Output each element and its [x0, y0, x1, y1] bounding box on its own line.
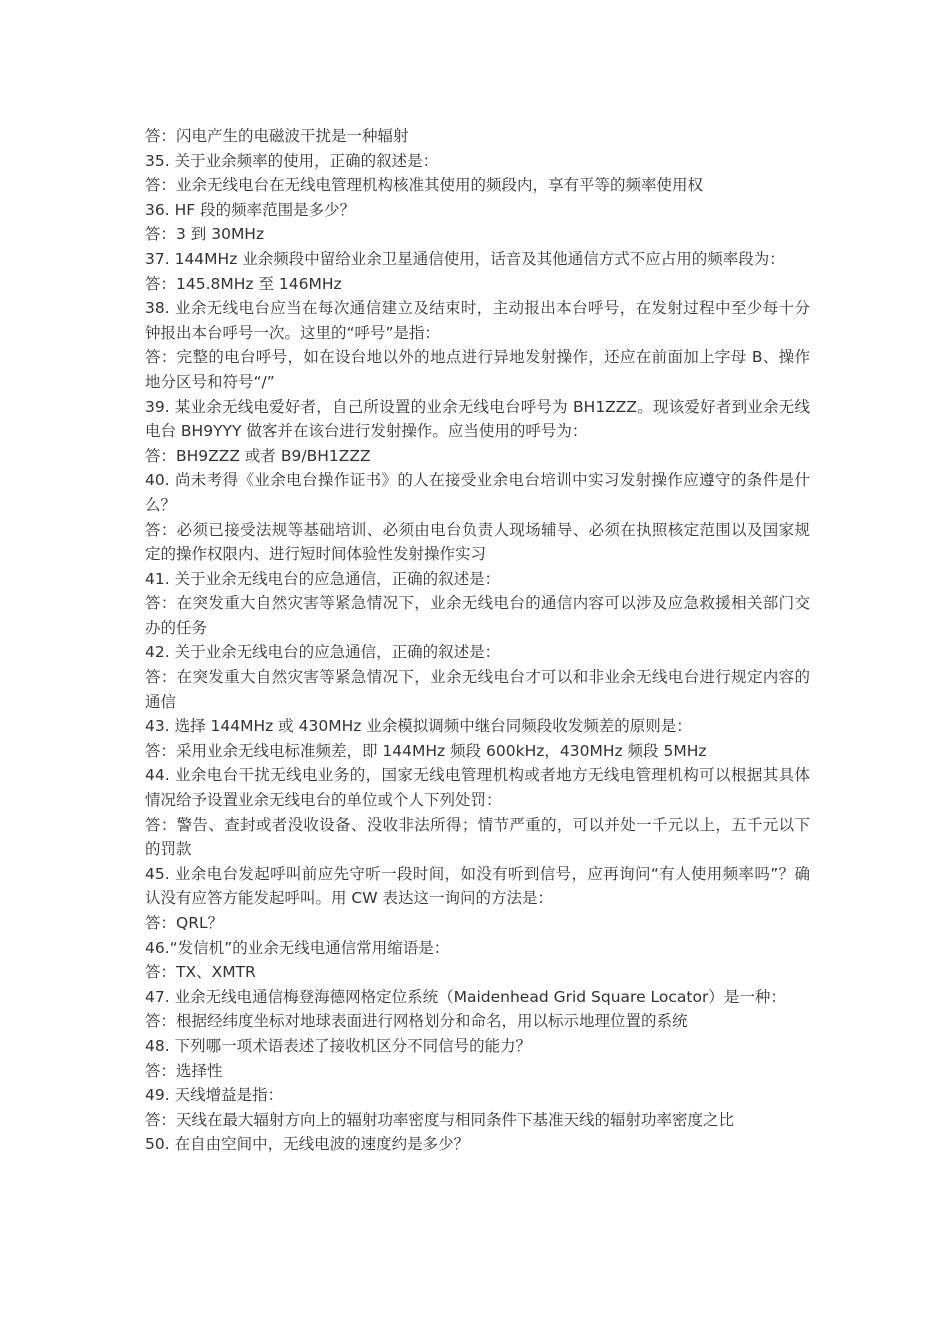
question-line: 39. 某业余无线电爱好者，自己所设置的业余无线电台呼号为 BH1ZZZ。现该爱好者到业余无线电台 BH9YYY 做客并在该台进行发射操作。应当使用的呼号为：: [145, 397, 810, 441]
question-line: 50. 在自由空间中，无线电波的速度约是多少？: [145, 1135, 470, 1154]
question-line: 44. 业余电台干扰无线电业务的，国家无线电管理机构或者地方无线电管理机构可以根据其具体情况给予设置业余无线电台的单位或个人下列处罚：: [145, 766, 810, 810]
answer-line: 答：选择性: [145, 1061, 223, 1080]
document-body: [145, 124, 810, 1157]
answer-line: 答：TX、XMTR: [145, 963, 256, 982]
answer-line: 答：145.8MHz 至 146MHz: [145, 274, 342, 293]
question-line: 45. 业余电台发起呼叫前应先守听一段时间，如没有听到信号，应再询问“有人使用频率吗”？确认没有应答方能发起呼叫。用 CW 表达这一询问的方法是：: [145, 864, 810, 908]
answer-line: 答：完整的电台呼号，如在设台地以外的地点进行异地发射操作，还应在前面加上字母 B、操作地分区号和符号“/”: [145, 348, 810, 391]
answer-line: 答：业余无线电台在无线电管理机构核准其使用的频段内，享有平等的频率使用权: [145, 176, 704, 195]
question-line: 46.“发信机”的业余无线电通信常用缩语是：: [145, 938, 450, 957]
question-line: 49. 天线增益是指：: [145, 1086, 284, 1105]
question-line: 47. 业余无线电通信梅登海德网格定位系统（Maidenhead Grid Square Locator）是一种：: [145, 987, 786, 1006]
answer-line: 答：3 到 30MHz: [145, 225, 265, 244]
answer-line: 答：闪电产生的电磁波干扰是一种辐射: [145, 127, 409, 145]
question-line: 38. 业余无线电台应当在每次通信建立及结束时，主动报出本台呼号，在发射过程中至少每十分钟报出本台呼号一次。这里的“呼号”是指：: [145, 299, 810, 342]
question-line: 43. 选择 144MHz 或 430MHz 业余模拟调频中继台同频段收发频差的原则是：: [145, 717, 692, 736]
answer-line: 答：警告、查封或者没收设备、没收非法所得；情节严重的，可以并处一千元以上，五千元以下的罚款: [145, 815, 810, 859]
answer-line: 答：在突发重大自然灾害等紧急情况下，业余无线电台才可以和非业余无线电台进行规定内容的通信: [145, 668, 810, 711]
question-line: 36. HF 段的频率范围是多少？: [145, 200, 356, 219]
answer-line: 答：根据经纬度坐标对地球表面进行网格划分和命名，用以标示地理位置的系统: [145, 1012, 688, 1031]
answer-line: 答：采用业余无线电标准频差，即 144MHz 频段 600kHz，430MHz 频段 5MHz: [145, 741, 707, 760]
question-line: 35. 关于业余频率的使用，正确的叙述是：: [145, 151, 439, 170]
answer-line: 答：在突发重大自然灾害等紧急情况下，业余无线电台的通信内容可以涉及应急救援相关部门交办的任务: [145, 594, 810, 637]
answer-line: 答：必须已接受法规等基础培训、必须由电台负责人现场辅导、必须在执照核定范围以及国家规定的操作权限内、进行短时间体验性发射操作实习: [145, 520, 810, 564]
answer-line: 答：天线在最大辐射方向上的辐射功率密度与相同条件下基准天线的辐射功率密度之比: [145, 1110, 735, 1129]
answer-line: 答：QRL？: [145, 914, 224, 932]
answer-line: 答：BH9ZZZ 或者 B9/BH1ZZZ: [145, 446, 371, 465]
question-line: 42. 关于业余无线电台的应急通信，正确的叙述是：: [145, 643, 501, 662]
question-line: 37. 144MHz 业余频段中留给业余卫星通信使用，话音及其他通信方式不应占用的频率段为：: [145, 249, 785, 268]
question-line: 48. 下列哪一项术语表述了接收机区分不同信号的能力？: [145, 1036, 532, 1055]
question-line: 40. 尚未考得《业余电台操作证书》的人在接受业余电台培训中实习发射操作应遵守的条件是什么？: [145, 471, 810, 514]
question-line: 41. 关于业余无线电台的应急通信，正确的叙述是：: [145, 569, 501, 588]
